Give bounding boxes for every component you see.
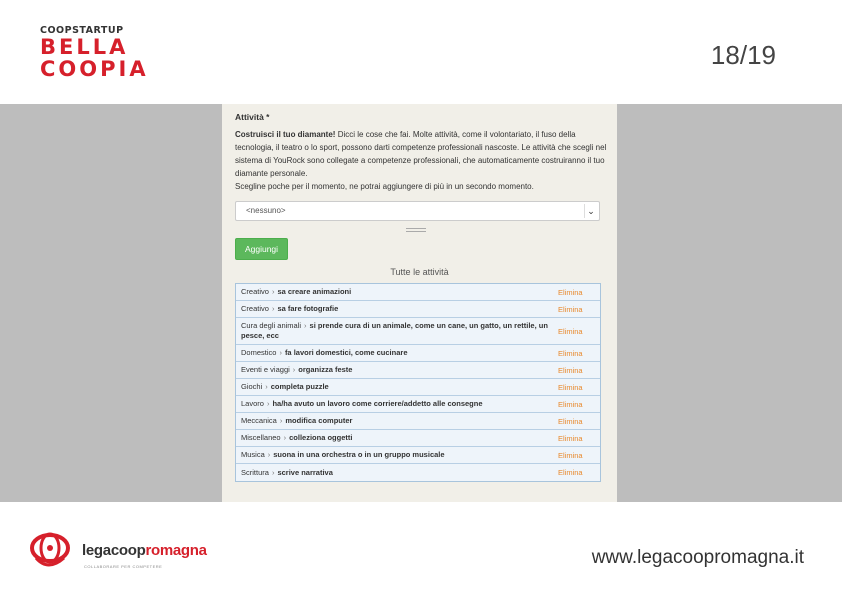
activity-skill: organizza feste	[298, 365, 353, 374]
all-activities-title: Tutte le attività	[390, 267, 449, 277]
activities-title: Attività *	[235, 112, 270, 122]
activity-category: Miscellaneo	[241, 433, 281, 442]
chevron-right-icon: ›	[271, 304, 275, 313]
activity-category: Scrittura	[241, 467, 269, 477]
logo-tagline: COLLABORARE PER COMPETERE	[84, 564, 163, 569]
legacoop-emblem-icon	[28, 528, 78, 574]
website-url[interactable]: www.legacoopromagna.it	[591, 547, 804, 568]
chevron-right-icon: ›	[292, 365, 296, 374]
activity-category: Domestico	[241, 348, 277, 357]
chevron-right-icon: ›	[271, 467, 275, 477]
delete-link[interactable]: Elimina	[558, 416, 583, 426]
logo-small-text: COOPSTARTUP	[40, 25, 124, 36]
activity-category: Creativo	[241, 304, 269, 313]
activity-category: Giochi	[241, 382, 263, 391]
delete-link[interactable]: Elimina	[558, 433, 583, 443]
legacoop-logo: legacoopromagna COLLABORARE PER COMPETERE	[28, 528, 228, 576]
delete-link[interactable]: Elimina	[558, 365, 583, 375]
delete-link[interactable]: Elimina	[558, 348, 583, 358]
add-button[interactable]: Aggiungi	[235, 238, 288, 260]
chevron-right-icon: ›	[279, 416, 283, 425]
activity-category: Musica	[241, 450, 265, 459]
delete-link[interactable]: Elimina	[558, 382, 583, 392]
activity-skill: sa creare animazioni	[277, 287, 352, 296]
activity-category: Cura degli animali	[241, 321, 302, 330]
delete-link[interactable]: Elimina	[558, 450, 583, 460]
activity-select[interactable]	[235, 201, 600, 221]
activity-row	[236, 301, 600, 318]
chevron-right-icon: ›	[267, 450, 271, 459]
bellacoopia-logo	[40, 25, 155, 85]
chevron-right-icon: ›	[271, 287, 275, 296]
logo-line-1: BELLA	[40, 35, 129, 59]
activity-category: Eventi e viaggi	[241, 365, 290, 374]
activity-skill: colleziona oggetti	[289, 433, 353, 442]
activity-category: Meccanica	[241, 416, 277, 425]
delete-link[interactable]: Elimina	[558, 304, 583, 314]
embedded-form-screenshot	[222, 104, 617, 502]
resize-handle-icon[interactable]	[406, 228, 426, 232]
delete-link[interactable]: Elimina	[558, 399, 583, 409]
activity-category: Lavoro	[241, 399, 264, 408]
activity-row	[236, 318, 600, 345]
activity-skill: completa puzzle	[270, 382, 329, 391]
activity-skill: suona in una orchestra o in un gruppo musicale	[273, 450, 445, 459]
activity-skill: modifica computer	[285, 416, 353, 425]
activities-description: Costruisci il tuo diamante! Dicci le cose che fai. Molte attività, come il volontariato, il fuso della tecnologia, il teatro o lo sport, possono darti competenze professionali nascoste. Le attività che scegli nel sistema di YouRock sono collegate a competenze professionali, che automaticamente costruiranno il tuo diamante personale. Scegline poche per il momento, ne potrai aggiungere di più in un secondo momento.	[235, 130, 607, 191]
chevron-right-icon: ›	[279, 348, 282, 357]
delete-link[interactable]: Elimina	[558, 326, 583, 336]
activity-row	[236, 362, 600, 379]
activity-row	[236, 464, 600, 481]
activity-skill: scrive narrativa	[277, 467, 333, 477]
chevron-down-icon: ⌄	[584, 204, 597, 218]
activity-row	[236, 379, 600, 396]
activity-row	[236, 430, 600, 447]
activity-select-value: <nessuno>	[246, 206, 286, 215]
activity-row	[236, 396, 600, 413]
logo-line-2: COOPIA	[40, 57, 149, 81]
page-number: 18/19	[710, 40, 776, 70]
activity-skill: si prende cura di un animale, come un cane, un gatto, un rettile, un pesce, ecc	[241, 321, 548, 340]
chevron-right-icon: ›	[304, 321, 307, 330]
activity-row	[236, 447, 600, 464]
activity-category: Creativo	[241, 287, 269, 296]
activity-skill: fa lavori domestici, come cucinare	[284, 348, 408, 357]
delete-link[interactable]: Elimina	[558, 468, 583, 477]
activity-skill: ha/ha avuto un lavoro come corriere/addetto alle consegne	[272, 399, 483, 408]
chevron-right-icon: ›	[283, 433, 287, 442]
activity-row	[236, 284, 600, 301]
activity-skill: sa fare fotografie	[277, 304, 339, 313]
chevron-right-icon: ›	[265, 382, 268, 391]
activity-row	[236, 345, 600, 362]
chevron-right-icon: ›	[266, 399, 270, 408]
activity-row	[236, 413, 600, 430]
activity-list	[235, 283, 601, 482]
delete-link[interactable]: Elimina	[558, 287, 583, 297]
